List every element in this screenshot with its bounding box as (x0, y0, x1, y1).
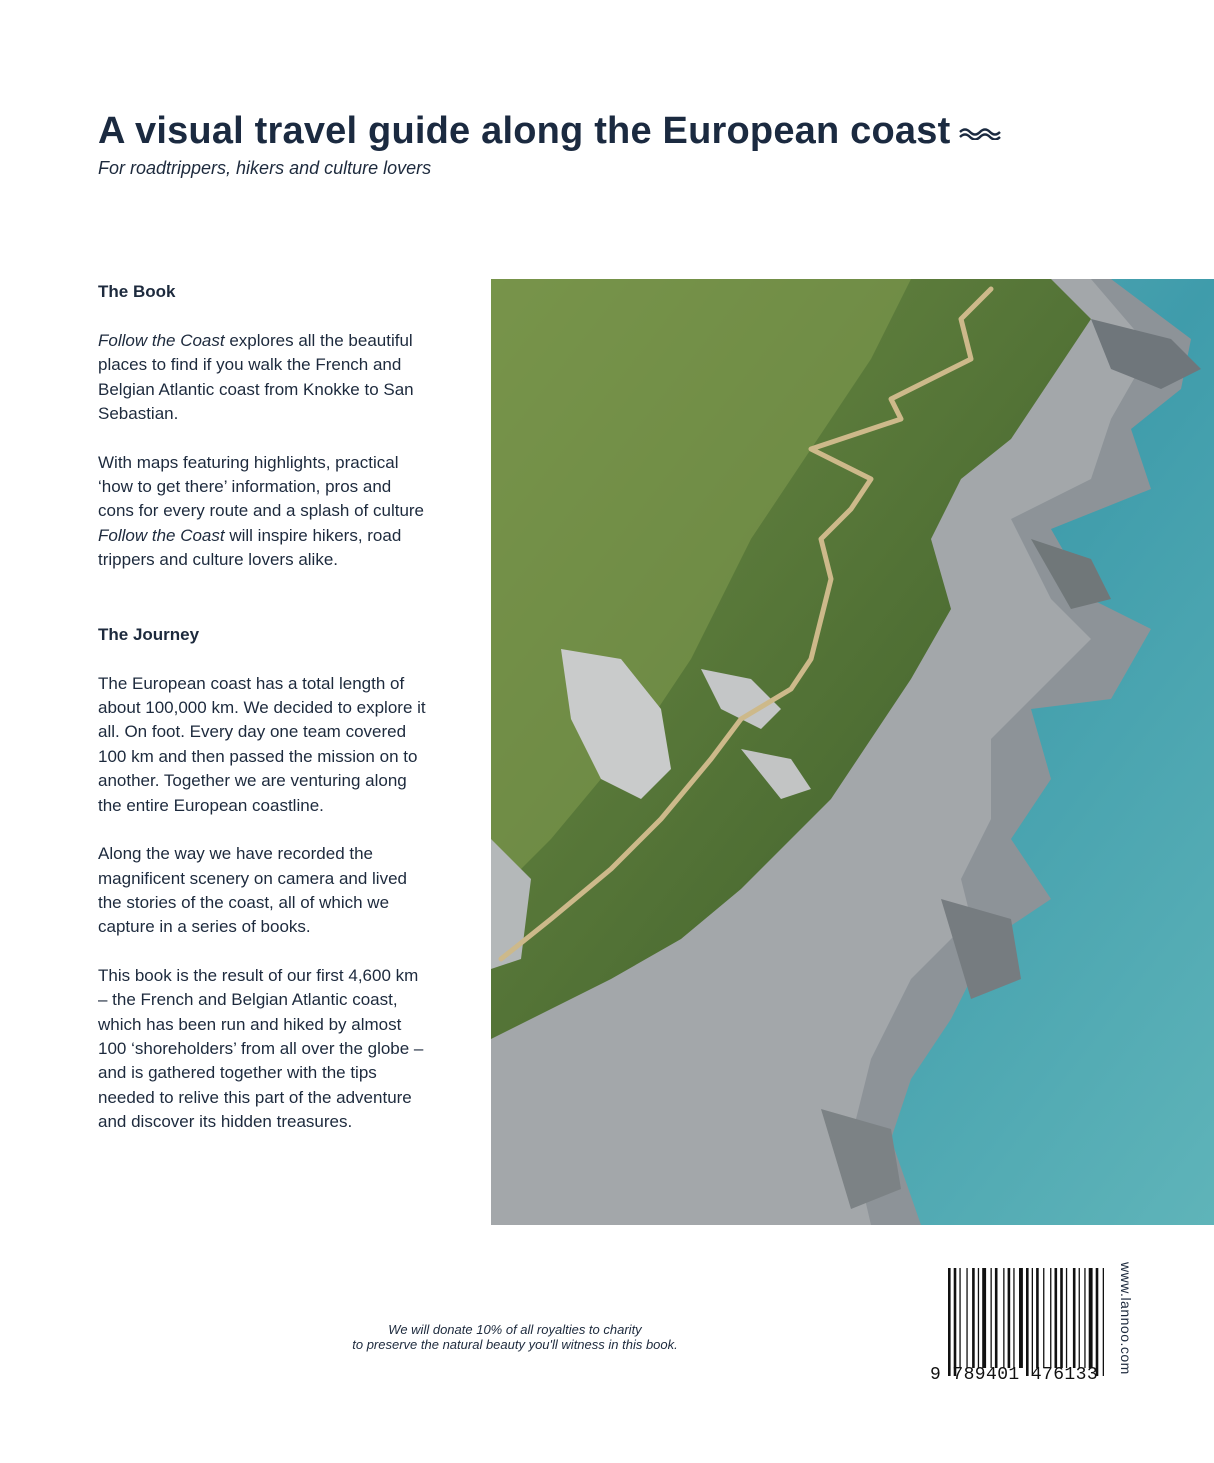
coastline-photo (491, 279, 1214, 1225)
book-title-italic: Follow the Coast (98, 331, 225, 350)
wave-icon (958, 126, 1002, 140)
book-paragraph-1-text: explores all the beautiful places to find if you walk the French and Belgian Atlantic coast from Knokke to San Sebastian. (98, 331, 414, 424)
donation-line-1: We will donate 10% of all royalties to charity (388, 1322, 642, 1337)
book-paragraph-1 (98, 329, 428, 427)
coastline-illustration (491, 279, 1214, 1225)
book-paragraph-2-text-b: will inspire hikers, road trippers and culture lovers alike. (98, 525, 402, 570)
journey-paragraph-1: The European coast has a total length of about 100,000 km. We decided to explore it all. On foot. Every day one team covered 100 km and then passed the mission on to another. Together we are venturing along the entire European coastline. (98, 673, 426, 815)
title-text: A visual travel guide along the European coast (98, 110, 951, 152)
donation-note (300, 1322, 730, 1352)
isbn-number: 9 789401 476133 (930, 1365, 1099, 1385)
section-heading-book: The Book (98, 282, 176, 301)
journey-paragraph-2: Along the way we have recorded the magnificent scenery on camera and lived the stories of the coast, all of which we capture in a series of books. (98, 844, 407, 937)
text-column (98, 280, 428, 1159)
donation-line-2: to preserve the natural beauty you'll witness in this book. (352, 1337, 678, 1352)
book-subtitle: For roadtrippers, hikers and culture lovers (98, 158, 432, 178)
book-paragraph-2 (98, 451, 428, 573)
book-title (98, 108, 1002, 154)
book-paragraph-2-text-a: With maps featuring highlights, practical ‘how to get there’ information, pros and cons for every route and a splash of culture (98, 452, 425, 521)
journey-paragraph-3: This book is the result of our first 4,600 km – the French and Belgian Atlantic coast, which has been run and hiked by almost 100 ‘shoreholders’ from all over the globe – and is gathered together with the tips needed to relive this part of the adventure and discover its hidden treasures. (98, 965, 424, 1132)
section-heading-journey: The Journey (98, 624, 200, 644)
publisher-url: www.lannoo.com (1118, 1262, 1134, 1375)
book-title-italic-2: Follow the Coast (98, 525, 225, 545)
